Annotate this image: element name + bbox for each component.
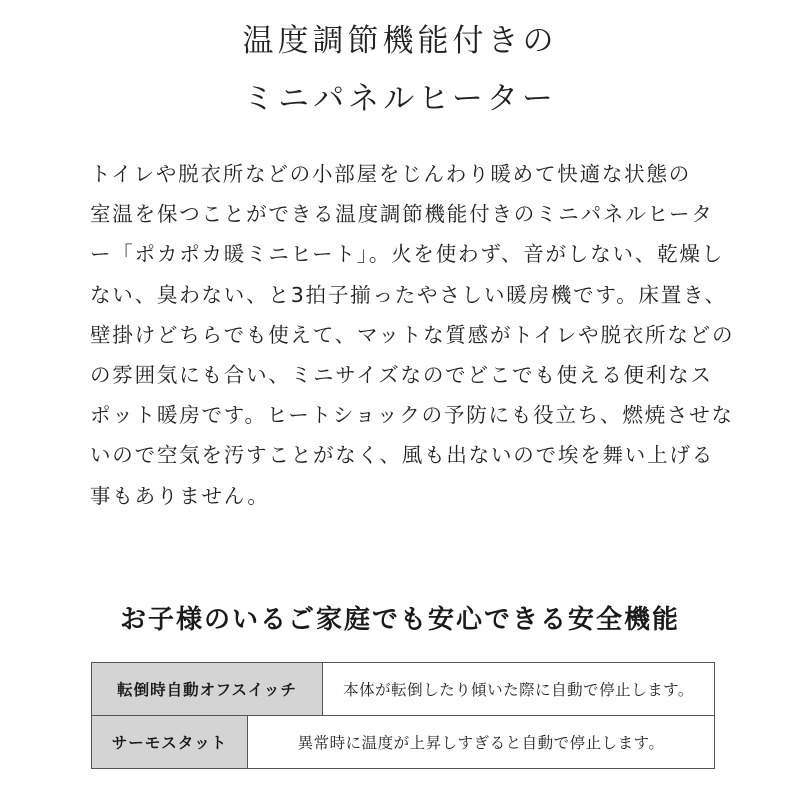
- description-line: ー「ポカポカ暖ミニヒート」。火を使わず、音がしない、乾燥し: [90, 242, 724, 267]
- description-line: ない、臭わない、と3拍子揃ったやさしい暖房機です。床置き、: [90, 282, 727, 307]
- description-line: の雰囲気にも合い、ミニサイズなのでどこでも使える便利なス: [90, 362, 713, 387]
- description-line: 壁掛けどちらでも使えて、マットな質感がトイレや脱衣所などの: [90, 322, 735, 347]
- description-line: 事もありません。: [90, 483, 270, 508]
- safety-feature-table-row-2: [91, 715, 715, 769]
- table-row: [92, 716, 715, 769]
- table-row: [92, 663, 715, 716]
- description-line: ポット暖房です。ヒートショックの予防にも役立ち、燃焼させな: [90, 403, 734, 428]
- title-line-1: 温度調節機能付きの: [242, 23, 558, 59]
- description-line: トイレや脱衣所などの小部屋をじんわり暖めて快適な状態の: [90, 162, 692, 186]
- feature-label-tip-over-switch: 転倒時自動オフスイッチ: [92, 663, 323, 716]
- feature-description-thermostat: 異常時に温度が上昇しすぎると自動で停止します。: [248, 716, 715, 769]
- description-paragraph: [90, 154, 735, 516]
- safety-feature-table: [91, 662, 715, 716]
- safety-heading: お子様のいるご家庭でも安心できる安全機能: [119, 605, 680, 635]
- title-line-2: ミニパネルヒーター: [243, 81, 557, 117]
- description-line: 室温を保つことができる温度調節機能付きのミニパネルヒータ: [90, 202, 714, 227]
- description-line: いので空気を汚すことがなく、風も出ないので埃を舞い上げる: [90, 443, 714, 468]
- feature-description-tip-over-switch: 本体が転倒したり傾いた際に自動で停止します。: [323, 663, 715, 716]
- feature-label-thermostat: サーモスタット: [92, 716, 248, 769]
